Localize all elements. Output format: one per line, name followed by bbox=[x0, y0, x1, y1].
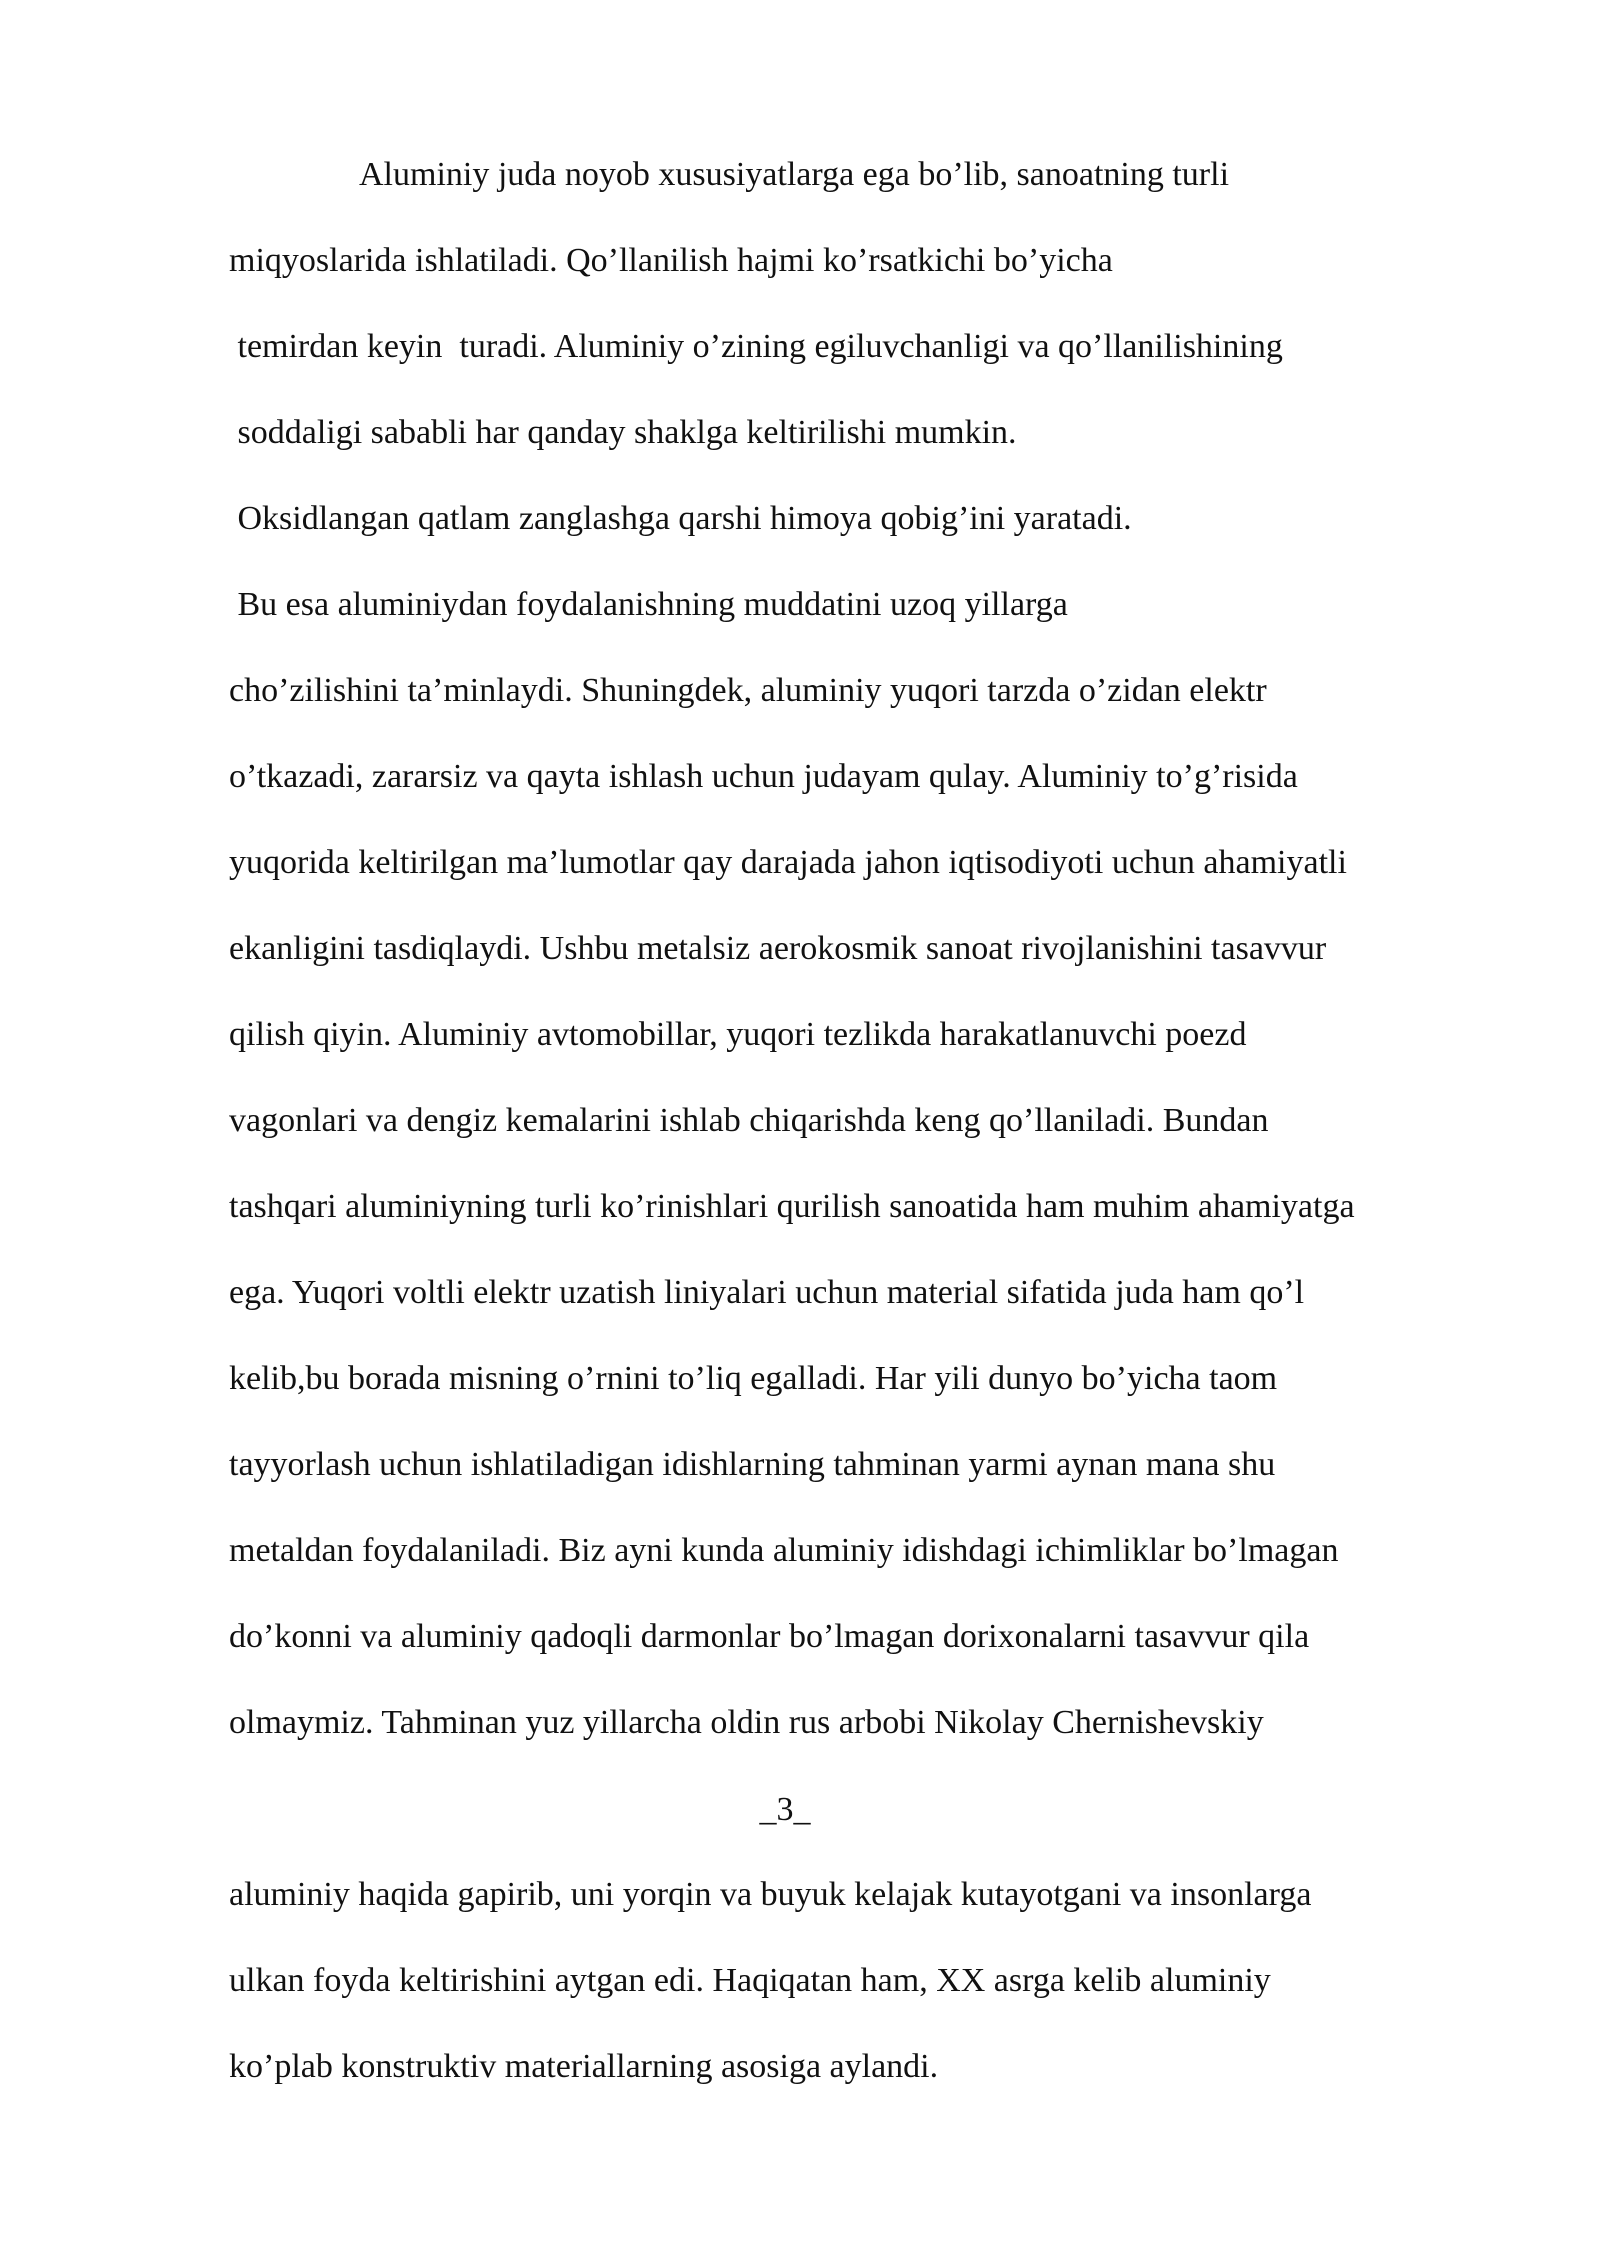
text-line: Bu esa aluminiydan foydalanishning muddatini uzoq yillarga bbox=[229, 586, 1068, 623]
text-line: tashqari aluminiyning turli ko’rinishlari qurilish sanoatida ham muhim ahamiyatga bbox=[229, 1188, 1355, 1225]
text-line: temirdan keyin turadi. Aluminiy o’zining egiluvchanligi va qo’llanilishining bbox=[229, 328, 1283, 365]
text-line: olmaymiz. Tahminan yuz yillarcha oldin rus arbobi Nikolay Chernishevskiy bbox=[229, 1704, 1264, 1741]
text-line: yuqorida keltirilgan ma’lumotlar qay darajada jahon iqtisodiyoti uchun ahamiyatli bbox=[229, 844, 1347, 881]
text-line: cho’zilishini ta’minlaydi. Shuningdek, aluminiy yuqori tarzda o’zidan elektr bbox=[229, 672, 1267, 709]
text-line: ega. Yuqori voltli elektr uzatish liniyalari uchun material sifatida juda ham qo’l bbox=[229, 1274, 1305, 1311]
text-line: Oksidlangan qatlam zanglashga qarshi himoya qobig’ini yaratadi. bbox=[229, 500, 1132, 537]
text-line: kelib,bu borada misning o’rnini to’liq egalladi. Har yili dunyo bo’yicha taom bbox=[229, 1360, 1278, 1397]
text-line: aluminiy haqida gapirib, uni yorqin va buyuk kelajak kutayotgani va insonlarga bbox=[229, 1876, 1312, 1913]
text-line: vagonlari va dengiz kemalarini ishlab chiqarishda keng qo’llaniladi. Bundan bbox=[229, 1102, 1269, 1139]
text-line: do’konni va aluminiy qadoqli darmonlar bo’lmagan dorixonalarni tasavvur qila bbox=[229, 1618, 1310, 1655]
text-line: qilish qiyin. Aluminiy avtomobillar, yuqori tezlikda harakatlanuvchi poezd bbox=[229, 1016, 1247, 1053]
text-line: metaldan foydalaniladi. Biz ayni kunda aluminiy idishdagi ichimliklar bo’lmagan bbox=[229, 1532, 1339, 1569]
text-line: Aluminiy juda noyob xususiyatlarga ega bo’lib, sanoatning turli bbox=[359, 156, 1230, 193]
text-line: tayyorlash uchun ishlatiladigan idishlarning tahminan yarmi aynan mana shu bbox=[229, 1446, 1276, 1483]
text-line: o’tkazadi, zararsiz va qayta ishlash uchun judayam qulay. Aluminiy to’g’risida bbox=[229, 758, 1298, 795]
text-line: ulkan foyda keltirishini aytgan edi. Haqiqatan ham, XX asrga kelib aluminiy bbox=[229, 1962, 1271, 1999]
text-line: ko’plab konstruktiv materiallarning asosiga aylandi. bbox=[229, 2048, 939, 2085]
text-line: soddaligi sababli har qanday shaklga keltirilishi mumkin. bbox=[229, 414, 1017, 451]
text-line: miqyoslarida ishlatiladi. Qo’llanilish hajmi ko’rsatkichi bo’yicha bbox=[229, 242, 1113, 279]
page-number: _3_ bbox=[759, 1791, 811, 1828]
text-line: ekanligini tasdiqlaydi. Ushbu metalsiz aerokosmik sanoat rivojlanishini tasavvur bbox=[229, 930, 1327, 967]
